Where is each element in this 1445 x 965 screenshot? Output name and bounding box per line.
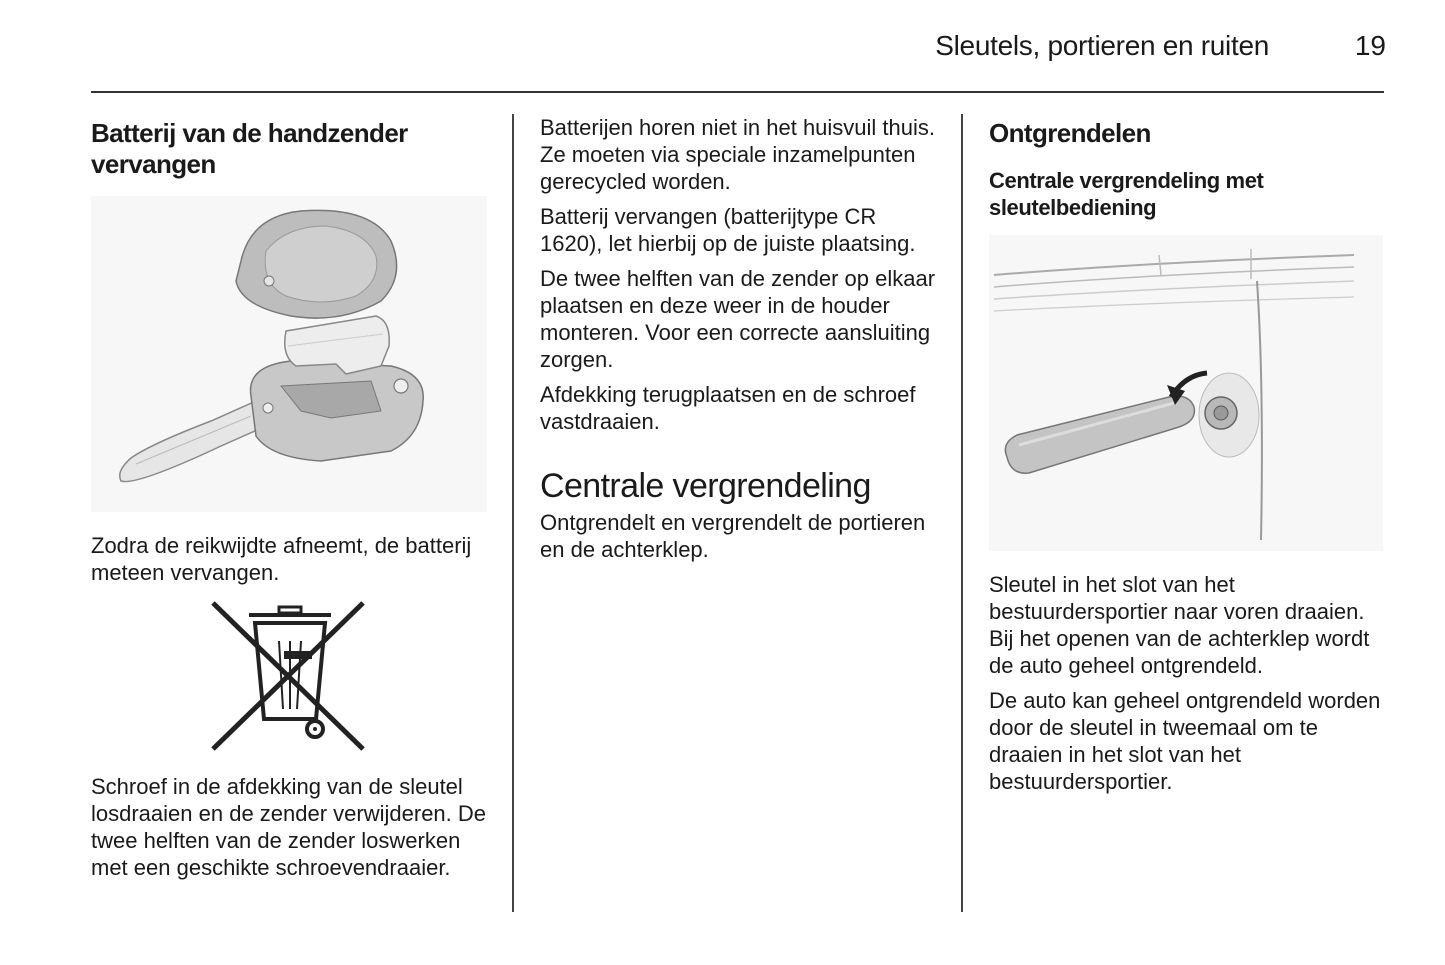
crossed-out-bin-icon	[209, 601, 369, 753]
paragraph-refit-cover: Afdekking terugplaatsen en de schroef vastdraaien.	[540, 382, 916, 434]
page-number: 19	[1354, 30, 1386, 61]
paragraph-replace-battery: Batterij vervangen (batterijtype CR 1620), let hierbij op de juiste plaatsing.	[540, 204, 916, 256]
middle-column	[540, 114, 940, 563]
remote-key-illustration	[91, 196, 487, 512]
column-divider-left	[512, 114, 514, 912]
paragraph-range-decreases: Zodra de reikwijdte afneemt, de batterij meteen vervangen.	[91, 533, 472, 585]
paragraph-unscrew-cover: Schroef in de afdekking van de sleutel losdraaien en de zender verwijderen. De twee helften van de zender loswerken met een geschikte schroevendraaier.	[91, 774, 487, 880]
column-divider-right	[961, 114, 963, 912]
door-lock-illustration	[989, 235, 1383, 551]
section-heading-battery: Batterij van de handzender vervangen	[91, 118, 408, 179]
right-column	[989, 114, 1389, 795]
paragraph-reassemble: De twee helften van de zender op elkaar plaatsen en deze weer in de houder monteren. Voor een correcte aansluiting zorgen.	[540, 266, 936, 372]
section-heading-unlocking: Ontgrendelen	[989, 118, 1151, 148]
subheading-key-operation: Centrale vergrendeling met sleutelbediening	[989, 168, 1264, 220]
paragraph-battery-disposal: Batterijen horen niet in het huisvuil thuis. Ze moeten via speciale inzamelpunten gerecycled worden.	[540, 115, 936, 194]
left-column	[91, 114, 491, 881]
section-heading-central-locking: Centrale vergrendeling	[540, 467, 871, 505]
header-divider	[91, 91, 1384, 93]
paragraph-turn-key-twice: De auto kan geheel ontgrendeld worden door de sleutel in tweemaal om te draaien in het slot van het bestuurdersportier.	[989, 688, 1381, 794]
paragraph-central-locking: Ontgrendelt en vergrendelt de portieren en de achterklep.	[540, 510, 926, 562]
page-header-title: Sleutels, portieren en ruiten	[935, 30, 1269, 61]
paragraph-turn-key: Sleutel in het slot van het bestuurdersportier naar voren draaien. Bij het openen van de achterklep wordt de auto geheel ontgrendeld.	[989, 572, 1370, 678]
